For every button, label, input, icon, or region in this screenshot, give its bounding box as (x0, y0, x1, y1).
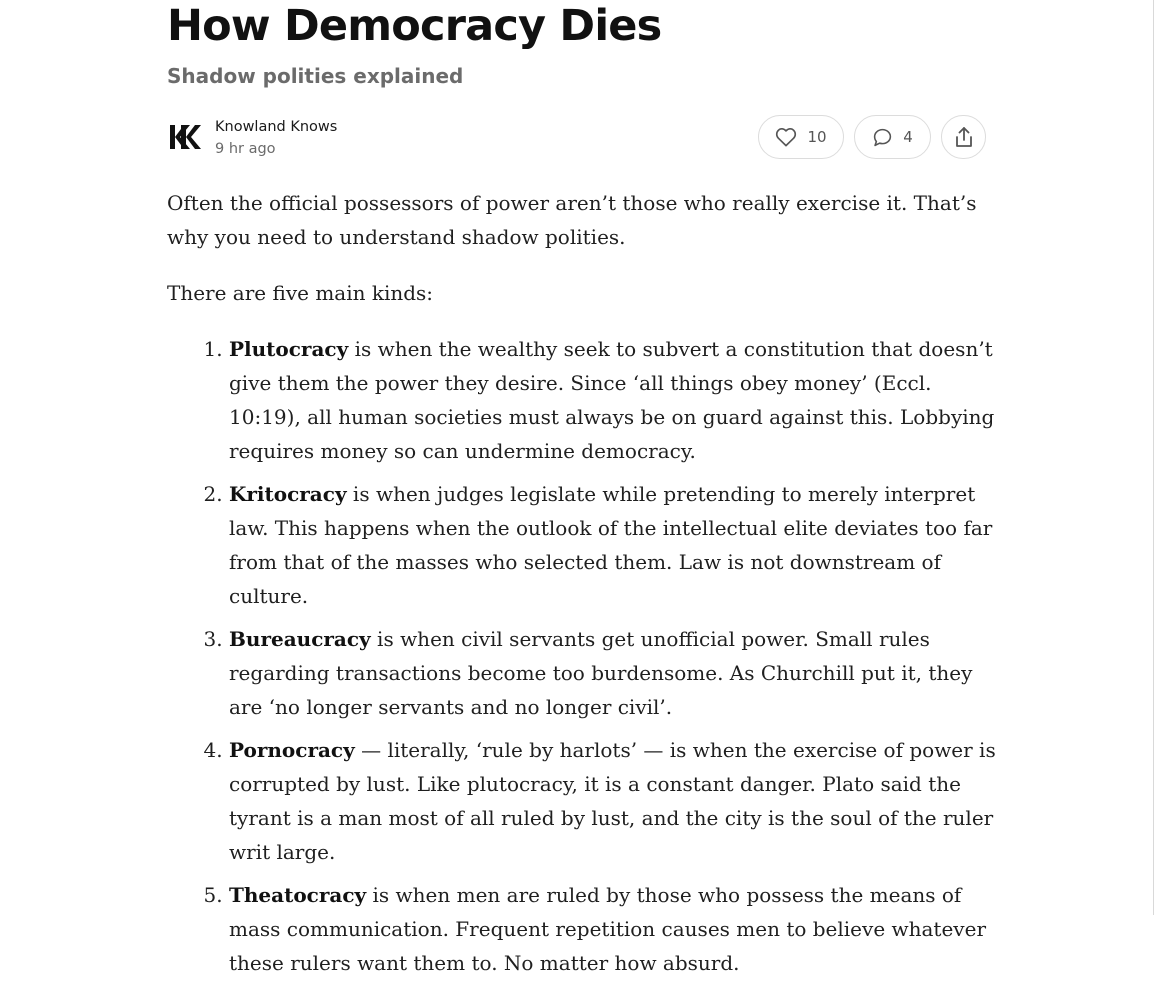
list-item (229, 622, 997, 724)
kind-description: is when judges legislate while pretending to merely interpret law. This happens when the outlook of the intellectual elite deviates too far from that of the masses who selected them. Law is not downstream of culture. (229, 482, 993, 608)
share-icon (954, 126, 974, 148)
kind-term: Theatocracy (229, 883, 367, 907)
comment-button[interactable] (854, 115, 931, 159)
kind-term: Plutocracy (229, 337, 349, 361)
list-item (229, 733, 997, 869)
window-edge (1153, 0, 1154, 915)
kinds-list (167, 332, 997, 980)
author-logo-icon[interactable] (169, 122, 203, 152)
kind-description: is when the wealthy seek to subvert a constitution that doesn’t give them the power they desire. Since ‘all things obey money’ (Eccl. 10:19), all human societies must always be on guard against this. Lobbying requires money so can undermine democracy. (229, 337, 995, 463)
kind-description: is when men are ruled by those who possess the means of mass communication. Frequent repetition causes men to believe whatever these rulers want them to. No matter how absurd. (229, 883, 987, 975)
heart-icon (775, 127, 797, 147)
lead-paragraph: There are five main kinds: (167, 281, 434, 305)
kind-description: — literally, ‘rule by harlots’ — is when the exercise of power is corrupted by lust. Like plutocracy, it is a constant danger. Plato said the tyrant is a man most of all ruled by lust, and the city is the soul of the ruler writ large. (229, 738, 996, 864)
author-name-link[interactable]: Knowland Knows (215, 119, 338, 135)
comment-count: 4 (903, 128, 913, 146)
list-item (229, 477, 997, 613)
list-item (229, 332, 997, 468)
like-count: 10 (807, 128, 827, 146)
post-body (167, 186, 997, 989)
list-item (229, 878, 997, 980)
byline (167, 114, 987, 162)
post-title: How Democracy Dies (167, 1, 662, 51)
speech-bubble-icon (872, 127, 893, 148)
kind-description: is when civil servants get unofficial power. Small rules regarding transactions become too burdensome. As Churchill put it, they are ‘no longer servants and no longer civil’. (229, 627, 973, 719)
kind-term: Pornocracy (229, 738, 355, 762)
intro-paragraph: Often the official possessors of power aren’t those who really exercise it. That’s why you need to understand shadow polities. (167, 191, 977, 249)
like-button[interactable] (758, 115, 844, 159)
kind-term: Bureaucracy (229, 627, 371, 651)
kind-term: Kritocracy (229, 482, 347, 506)
post-subtitle: Shadow polities explained (167, 64, 464, 88)
share-button[interactable] (941, 115, 986, 159)
post-date: 9 hr ago (215, 141, 276, 157)
